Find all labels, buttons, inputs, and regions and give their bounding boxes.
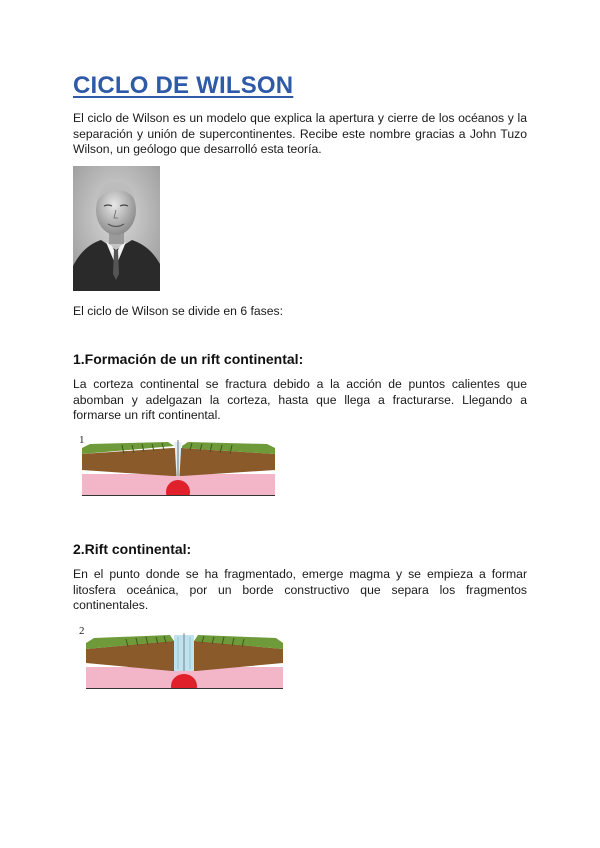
section-paragraph: En el punto donde se ha fragmentado, emerge magma y se empieza a formar litosfera oceánica, por un borde constructivo que separa los fragmentos continentales.	[73, 567, 527, 613]
section-paragraph: La corteza continental se fractura debido a la acción de puntos calientes que abomban y adelgazan la corteza, hasta que llega a fracturarse. Llegando a formarse un rift continental.	[73, 377, 527, 423]
rift-formation-diagram	[79, 434, 275, 496]
section-heading: 2.Rift continental:	[73, 541, 192, 557]
continental-rift-illustration	[86, 631, 283, 689]
figure-number: 2	[79, 625, 85, 637]
intro-paragraph: El ciclo de Wilson es un modelo que explica la apertura y cierre de los océanos y la separación y unión de supercontinentes. Recibe este nombre gracias a John Tuzo Wilson, un geólogo que desarrolló esta teoría.	[73, 111, 527, 157]
section-heading: 1.Formación de un rift continental:	[73, 351, 304, 367]
figure-number: 1	[79, 434, 85, 446]
continental-rift-diagram	[79, 625, 283, 689]
portrait-photo	[73, 166, 160, 291]
page-title: CICLO DE WILSON	[73, 72, 294, 99]
phases-intro: El ciclo de Wilson se divide en 6 fases:	[73, 304, 283, 318]
rift-formation-illustration	[82, 440, 275, 496]
